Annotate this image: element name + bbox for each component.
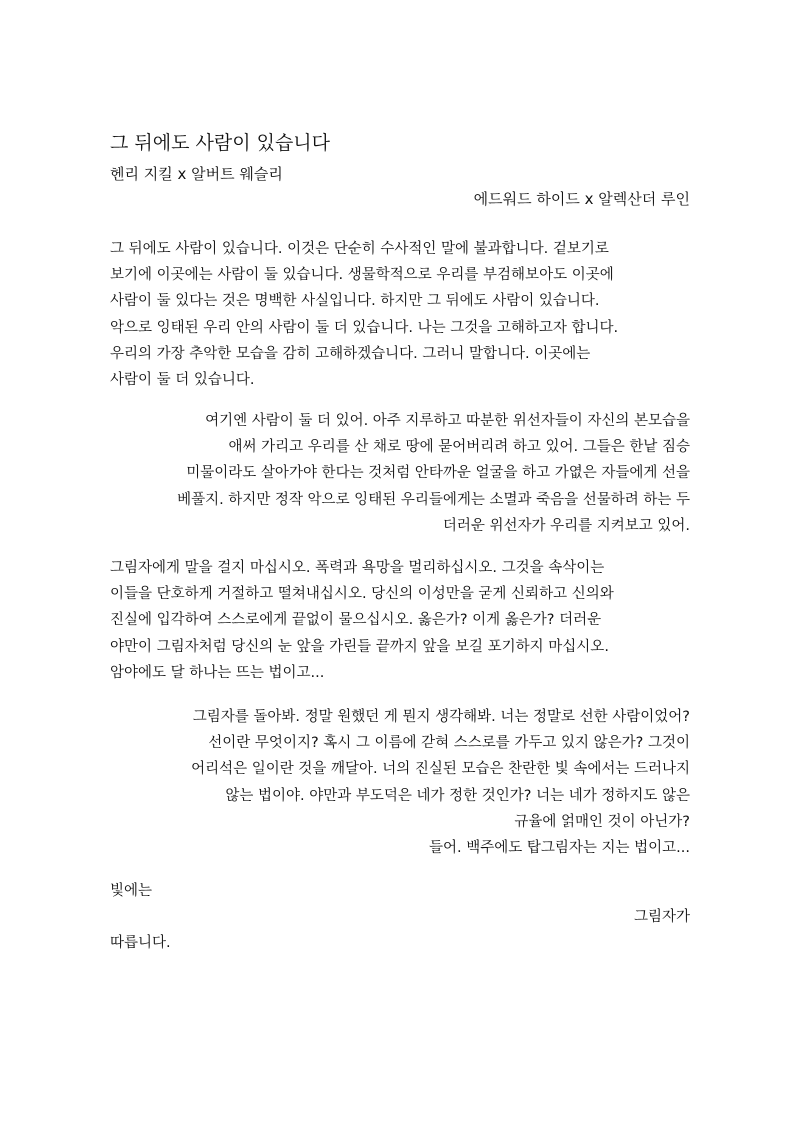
paragraph-line: 이들을 단호하게 거절하고 떨쳐내십시오. 당신의 이성만을 굳게 신뢰하고 신의와 [110, 586, 614, 603]
paragraph-line: 어리석은 일이란 것을 깨달아. 너의 진실된 모습은 찬란한 빛 속에서는 드러나지 [191, 761, 690, 778]
paragraph-line: 암야에도 달 하나는 뜨는 법이고... [110, 664, 325, 681]
paragraph-3 [110, 555, 690, 686]
paragraph-line: 악으로 잉태된 우리 안의 사람이 둘 더 있습니다. 나는 그것을 고해하고자 합니다. [110, 319, 619, 336]
closing [110, 878, 690, 957]
paragraph-4 [110, 704, 690, 861]
closing-line-1: 빛에는 [110, 883, 153, 899]
paragraph-line: 사람이 둘 더 있습니다. [110, 372, 255, 389]
paragraph-line: 진실에 입각하여 스스로에게 끝없이 물으십시오. 옳은가? 이게 옳은가? 더러운 [110, 612, 602, 629]
pairing-right: 에드워드 하이드 x 알렉산더 루인 [473, 190, 690, 208]
paragraph-line: 들어. 백주에도 탑그림자는 지는 법이고... [429, 840, 690, 857]
paragraph-line: 애써 가리고 우리를 산 채로 땅에 묻어버리려 하고 있어. 그들은 한낱 짐승 [228, 439, 690, 456]
paragraph-line: 보기에 이곳에는 사람이 둘 있습니다. 생물학적으로 우리를 부검해보아도 이곳에 [110, 267, 614, 284]
closing-line-3: 따릅니다. [110, 935, 171, 952]
paragraph-line: 사람이 둘 있다는 것은 명백한 사실입니다. 하지만 그 뒤에도 사람이 있습니다. [110, 293, 600, 310]
paragraph-line: 미물이라도 살아가야 한다는 것처럼 안타까운 얼굴을 하고 가엾은 자들에게 선을 [186, 465, 690, 482]
paragraph-2 [110, 408, 690, 539]
paragraph-line: 여기엔 사람이 둘 더 있어. 아주 지루하고 따분한 위선자들이 자신의 본모습을 [205, 413, 690, 429]
pairing-left: 헨리 지킬 x 알버트 웨슬리 [110, 165, 283, 183]
paragraph-line: 그림자를 돌아봐. 정말 원했던 게 뭔지 생각해봐. 너는 정말로 선한 사람이었어? [192, 709, 690, 725]
paragraph-line: 않는 법이야. 야만과 부도덕은 네가 정한 것인가? 너는 네가 정하지도 않은 [225, 787, 690, 804]
document-title: 그 뒤에도 사람이 있습니다 [110, 132, 331, 154]
paragraph-line: 야만이 그림자처럼 당신의 눈 앞을 가린들 끝까지 앞을 보길 포기하지 마십시오. [110, 638, 609, 655]
paragraph-line: 선이란 무엇이지? 혹시 그 이름에 갇혀 스스로를 가두고 있지 않은가? 그것이 [208, 735, 690, 752]
paragraph-1 [110, 236, 690, 393]
paragraph-line: 더러운 위선자가 우리를 지켜보고 있어. [442, 517, 690, 534]
closing-line-2: 그림자가 [633, 909, 690, 926]
paragraph-line: 그 뒤에도 사람이 있습니다. 이것은 단순히 수사적인 말에 불과합니다. 겉보기로 [110, 241, 609, 257]
paragraph-line: 베풀지. 하지만 정작 악으로 잉태된 우리들에게는 소멸과 죽음을 선물하려 하는 두 [177, 491, 690, 508]
paragraph-line: 그림자에게 말을 걸지 마십시오. 폭력과 욕망을 멀리하십시오. 그것을 속삭이는 [110, 560, 605, 576]
paragraph-line: 우리의 가장 추악한 모습을 감히 고해하겠습니다. 그러니 말합니다. 이곳에는 [110, 345, 591, 362]
paragraph-line: 규율에 얽매인 것이 아닌가? [514, 813, 690, 830]
